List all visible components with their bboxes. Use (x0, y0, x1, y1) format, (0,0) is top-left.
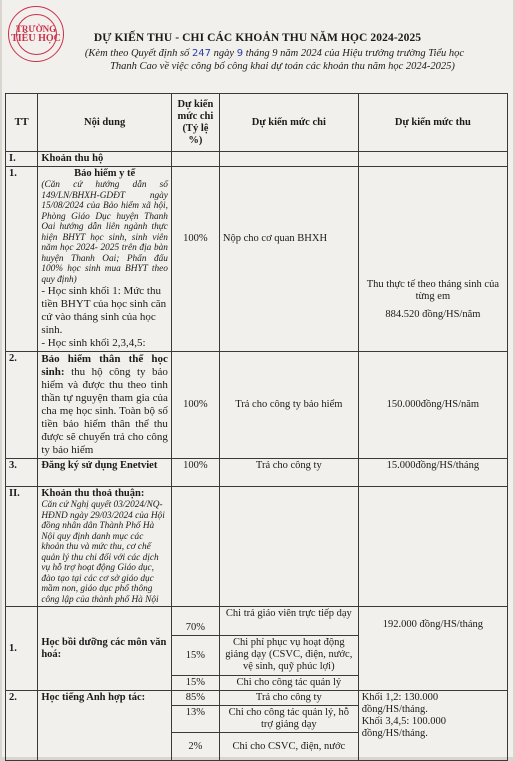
row-body-insurance (6, 352, 508, 459)
row-4-name: Học bồi dưỡng các môn văn hoá: (38, 607, 172, 691)
row-1-content (38, 167, 172, 352)
subtitle-part-a: (Kèm theo Quyết định số (84, 48, 190, 59)
row-4-spend-2: Chi phí phục vụ hoạt động giảng dạy (CSVC, điện, nước, vệ sinh, quỹ phúc lợi) (219, 636, 358, 676)
document-subtitle (46, 47, 503, 73)
row-4-tt: 1. (6, 607, 38, 691)
table-header-row (6, 94, 508, 152)
row-2-fee: 150.000đồng/HS/năm (358, 352, 507, 459)
row-health-insurance (6, 167, 508, 352)
row-1-name: Bảo hiểm y tế (74, 168, 136, 179)
row-english-1 (6, 691, 508, 706)
row-5-pct-2: 13% (171, 706, 219, 733)
header-content: Nội dung (38, 94, 172, 152)
row-4-pct-3: 15% (171, 676, 219, 691)
row-2-content (38, 352, 172, 459)
row-5-name: Học tiếng Anh hợp tác: (38, 691, 172, 761)
row-1-fee (358, 167, 507, 352)
section-1-tt: I. (6, 152, 38, 167)
row-5-spend-3: Chi cho CSVC, điện, nước (219, 733, 358, 761)
row-4-spend-3: Chi cho công tác quản lý (219, 676, 358, 691)
header-spend: Dự kiến mức chi (219, 94, 358, 152)
row-5-tt: 2. (6, 691, 38, 761)
section-2-name: Khoản thu thoả thuận: (41, 488, 145, 499)
row-1-pct: 100% (171, 167, 219, 352)
row-4-fee: 192.000 đồng/HS/tháng (358, 607, 507, 691)
row-2-name: Bảo hiểm thân thể học sinh: (41, 353, 168, 378)
row-5-fee (358, 691, 507, 761)
fee-table (5, 93, 508, 761)
row-3-pct: 100% (171, 459, 219, 487)
stamp-line-2: TIỂU HỌC (11, 33, 61, 44)
row-5-fee-a: Khối 1,2: 130.000 đồng/HS/tháng. (361, 692, 439, 715)
section-1-name: Khoản thu hộ (38, 152, 172, 167)
document-page (2, 0, 513, 757)
row-2-tt: 2. (6, 352, 38, 459)
row-culture-1 (6, 607, 508, 636)
row-5-pct-1: 85% (171, 691, 219, 706)
stamp-line-1: TRƯỜNG (15, 24, 57, 34)
document-title: DỰ KIẾN THU - CHI CÁC KHOẢN THU NĂM HỌC 2024-2025 (93, 32, 422, 44)
row-1-grade1: - Học sinh khối 1: Mức thu tiền BHYT của học sinh căn cứ vào tháng sinh của học sinh. (41, 285, 167, 336)
row-3-name: Đăng ký sử dụng Enetviet (38, 459, 172, 487)
section-2-basis: Căn cứ Nghị quyết 03/2024/NQ-HĐND ngày 29/03/2024 của Hội đồng nhân dân Thành Phố Hà Nội quy định danh mục các khoản thu và mức thu, cơ chế quản lý thu chi đối với các dịch vụ hỗ trợ hoạt động Giáo dục, đào tạo tại các cơ sở giáo dục mầm non, giáo dục phổ thông công lập của thành phố Hà Nội (41, 500, 165, 605)
row-enetviet (6, 459, 508, 487)
row-1-grade2: - Học sinh khối 2,3,4,5: (41, 337, 146, 349)
header-tt: TT (6, 94, 38, 152)
header-fee: Dự kiến mức thu (358, 94, 507, 152)
subtitle-line-2: Thanh Cao về việc công bố công khai dự toán các khoản thu năm học 2024-2025) (110, 61, 455, 72)
row-2-pct: 100% (171, 352, 219, 459)
row-5-fee-b: Khối 3,4,5: 100.000 đồng/HS/tháng. (361, 716, 447, 739)
row-5-spend-2: Chi cho công tác quản lý, hỗ trợ giảng dạy (219, 706, 358, 733)
row-4-spend-1: Chi trả giáo viên trực tiếp dạy (219, 607, 358, 636)
section-1-row (6, 152, 508, 167)
row-4-pct-1: 70% (171, 607, 219, 636)
row-2-desc: thu hộ công ty bảo hiểm và được thu theo tinh thần tự nguyện tham gia của cha mẹ học sinh. Toàn bộ số tiền bảo hiểm thân thể thu được sẽ chuyển trả cho công ty bảo hiểm (41, 366, 168, 456)
row-5-spend-1: Trả cho công ty (219, 691, 358, 706)
row-1-fee-a: Thu thực tế theo tháng sinh của từng em (366, 279, 499, 302)
decision-day: 9 (236, 48, 244, 59)
school-stamp (8, 6, 64, 62)
section-2-content (38, 487, 172, 607)
row-3-fee: 15.000đồng/HS/tháng (358, 459, 507, 487)
header-pct: Dự kiến mức chi (Tỷ lệ %) (171, 94, 219, 152)
section-2-tt: II. (6, 487, 38, 607)
row-1-fee-b: 884.520 đồng/HS/năm (385, 309, 481, 320)
subtitle-part-c: tháng 9 năm 2024 của Hiệu trưởng trường Tiểu học (245, 48, 465, 59)
row-4-pct-2: 15% (171, 636, 219, 676)
row-3-spend: Trả cho công ty (219, 459, 358, 487)
decision-number: 247 (191, 48, 212, 59)
row-1-basis: (Căn cứ hướng dẫn số 149/LN/BHXH-GDĐT ngày 15/08/2024 của Bảo hiểm xã hội, Phòng Giáo Dục huyện Thanh Oai hướng dẫn liên ngành thực hiện BHYT học sinh, sinh viên năm học 2024- 2025 trên địa bàn huyện Thanh Oai; Phấn đấu 100% học sinh mua BHYT theo quy định) (41, 180, 168, 285)
row-2-spend: Trả cho công ty bảo hiểm (219, 352, 358, 459)
row-5-pct-3: 2% (171, 733, 219, 761)
subtitle-part-b: ngày (213, 48, 235, 59)
row-3-tt: 3. (6, 459, 38, 487)
row-1-spend: Nộp cho cơ quan BHXH (219, 167, 358, 352)
section-2-row (6, 487, 508, 607)
row-1-tt: 1. (6, 167, 38, 352)
